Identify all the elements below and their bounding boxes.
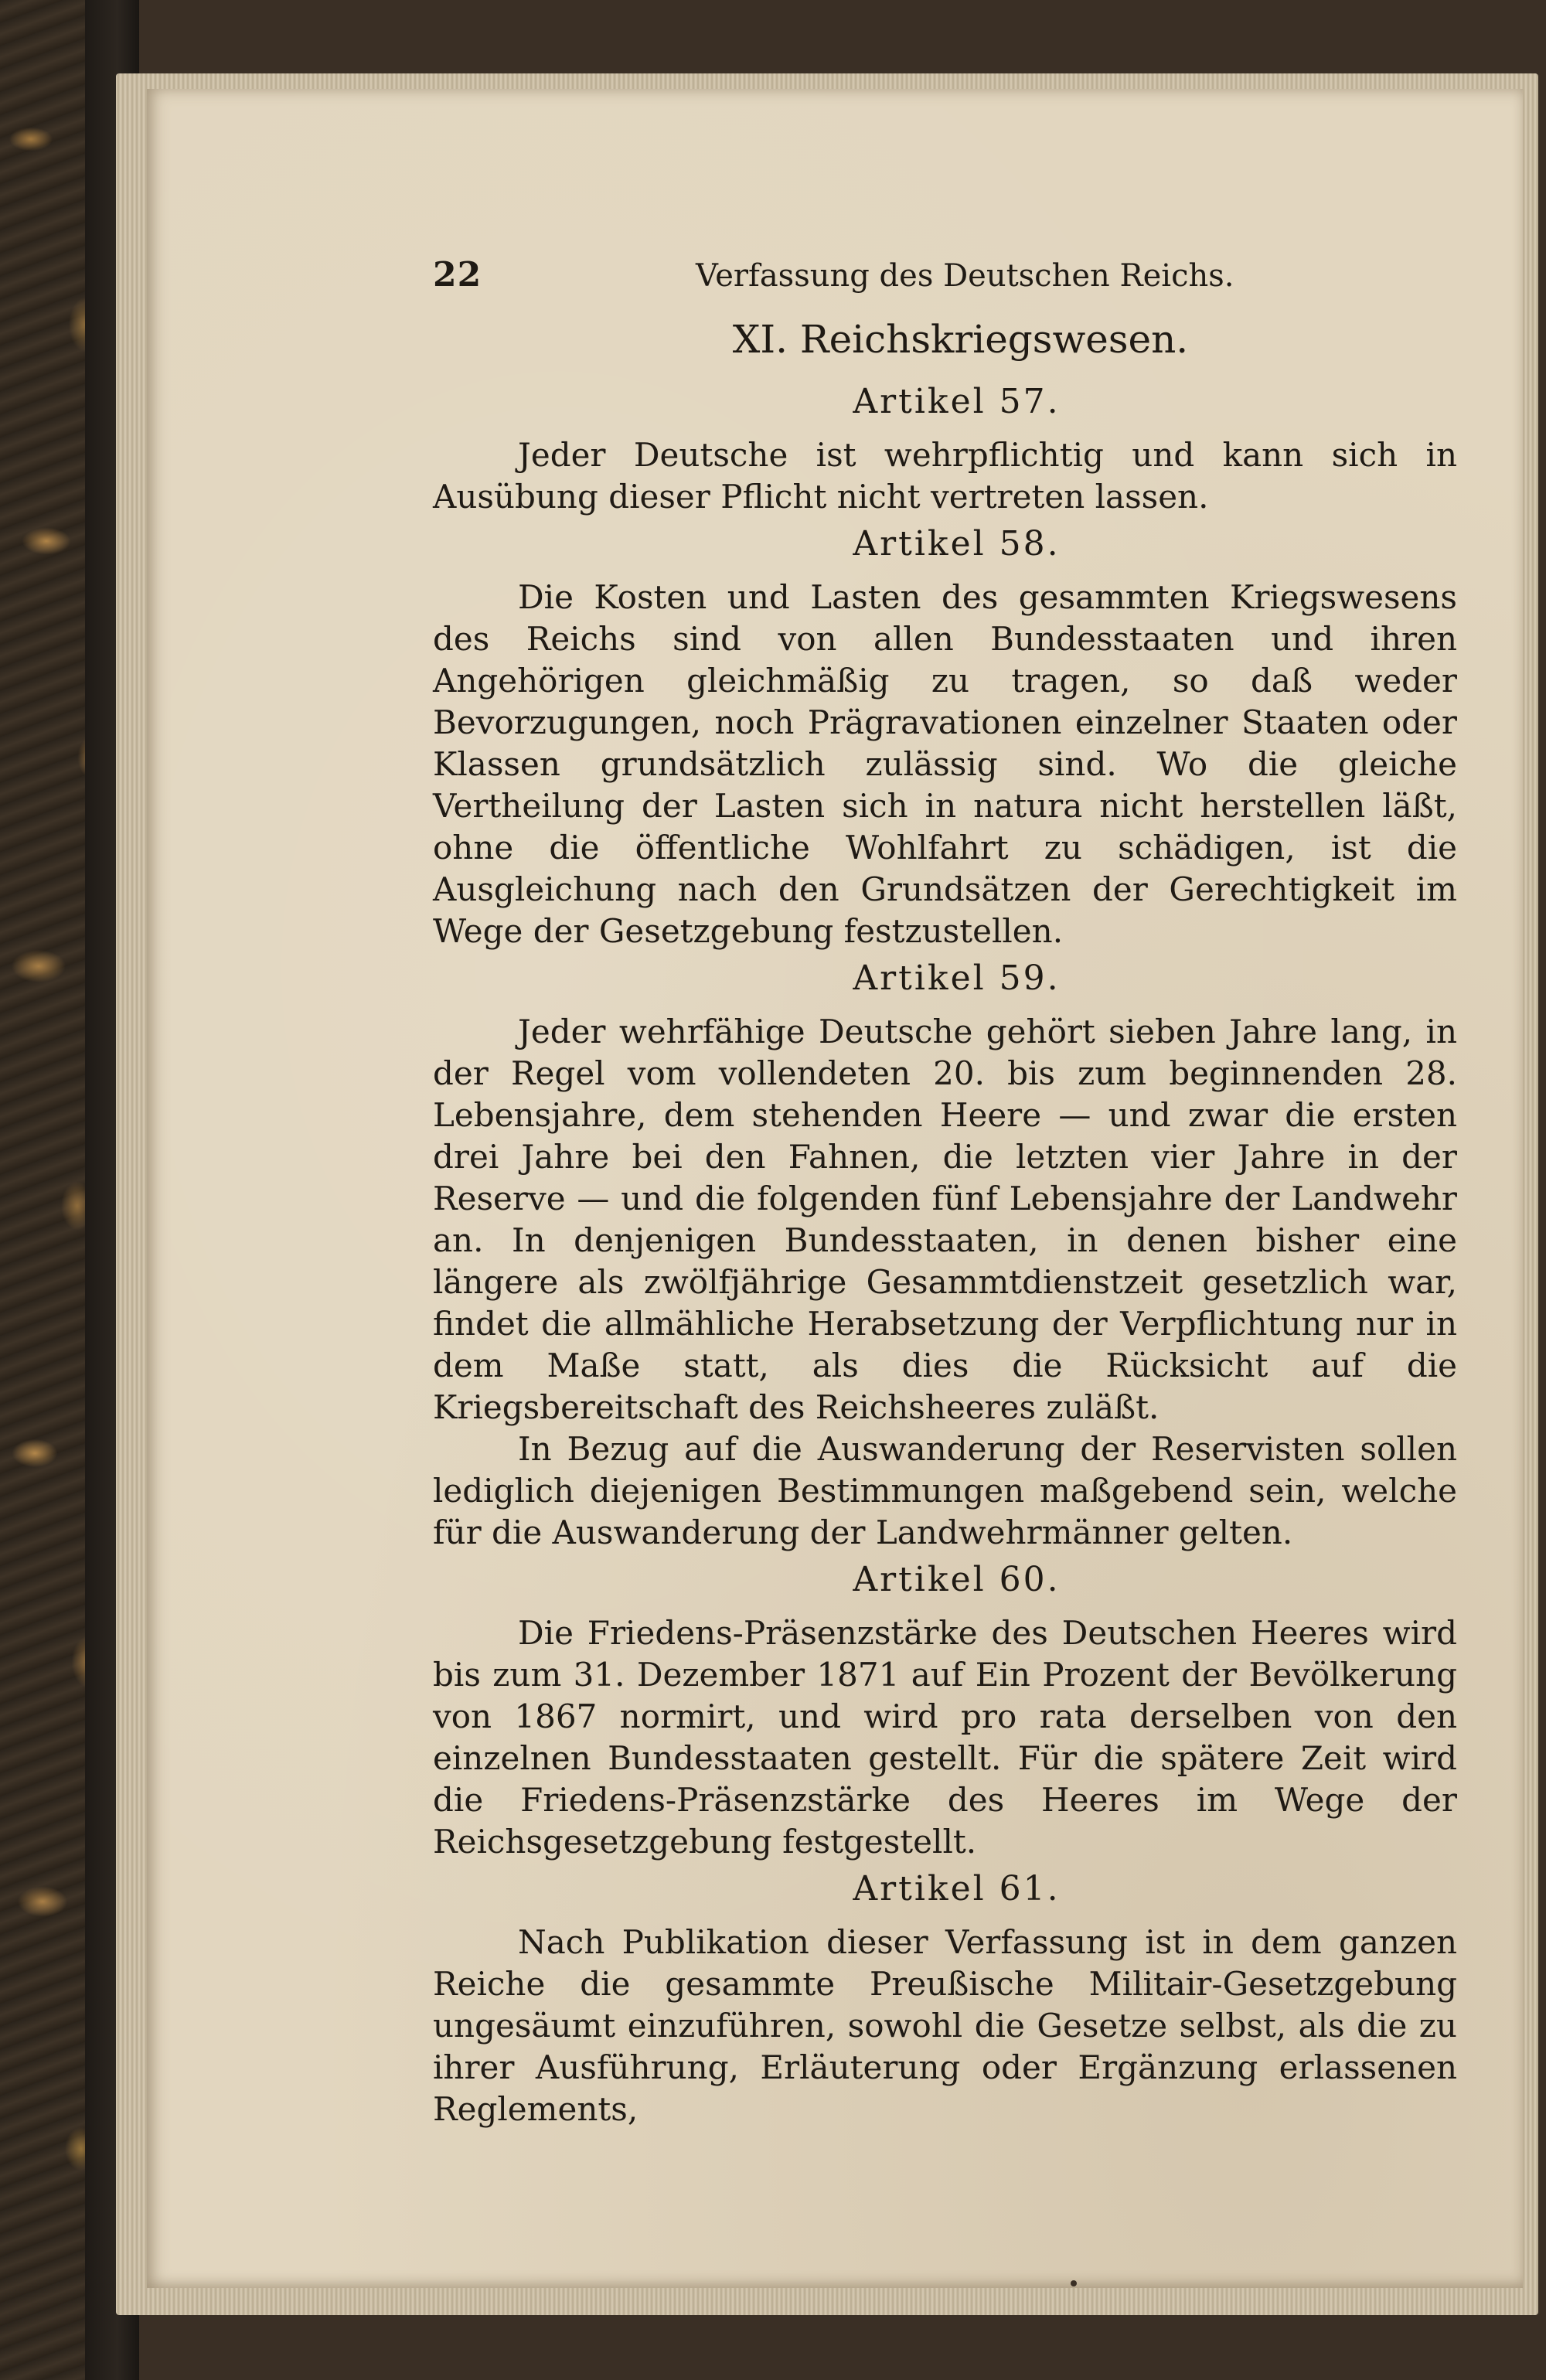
article-59 bbox=[433, 958, 1457, 1554]
chapter-title: XI. Reichskriegswesen. bbox=[732, 317, 1189, 362]
article-heading: Artikel 60. bbox=[853, 1560, 1061, 1599]
article-heading: Artikel 57. bbox=[853, 382, 1061, 421]
article-58 bbox=[433, 524, 1457, 952]
page-header bbox=[433, 247, 1457, 317]
article-60 bbox=[433, 1560, 1457, 1863]
article-paragraph: Die Kosten und Lasten des gesammten Kriegswesens des Reichs sind von allen Bundesstaaten und ihren Angehörigen gleichmäßig zu tragen, so daß weder Bevorzugungen, noch Prägravationen einzelner Staaten oder Klassen grundsätzlich zulässig sind. Wo die gleiche Vertheilung der Lasten sich in natura nicht herstellen läßt, ohne die öffentliche Wohlfahrt zu schädigen, ist die Ausgleichung nach den Grundsätzen der Gerechtigkeit im Wege der Gesetzgebung festzustellen. bbox=[433, 578, 1457, 950]
article-57 bbox=[433, 382, 1457, 518]
article-heading: Artikel 59. bbox=[853, 958, 1061, 998]
ink-speck bbox=[1071, 2280, 1077, 2286]
article-heading: Artikel 58. bbox=[853, 524, 1061, 564]
article-paragraph: Jeder Deutsche ist wehrpflichtig und kann sich in Ausübung dieser Pflicht nicht vertreten lassen. bbox=[433, 436, 1457, 516]
article-61 bbox=[433, 1869, 1457, 2130]
page-number: 22 bbox=[433, 255, 482, 295]
article-paragraph: Nach Publikation dieser Verfassung ist in dem ganzen Reiche die gesammte Preußische Militair-Gesetzgebung ungesäumt einzuführen, sowohl die Gesetze selbst, als die zu ihrer Ausführung, Erläuterung oder Ergänzung erlassenen Reglements, bbox=[433, 1923, 1457, 2128]
article-paragraph: Die Friedens-Präsenzstärke des Deutschen Heeres wird bis zum 31. Dezember 1871 auf Ein Prozent der Bevölkerung von 1867 normirt, und wird pro rata derselben von den einzelnen Bundesstaaten gestellt. Für die spätere Zeit wird die Friedens-Präsenzstärke des Heeres im Wege der Reichsgesetzgebung festgestellt. bbox=[433, 1614, 1457, 1861]
article-heading: Artikel 61. bbox=[853, 1869, 1061, 1908]
running-title: Verfassung des Deutschen Reichs. bbox=[696, 258, 1234, 294]
article-paragraph: Jeder wehrfähige Deutsche gehört sieben Jahre lang, in der Regel vom vollendeten 20. bis zum beginnenden 28. Lebensjahre, dem stehenden Heere — und zwar die ersten drei Jahre bei den Fahnen, die letzten vier Jahre in der Reserve — und die folgenden fünf Lebensjahre der Landwehr an. In denjenigen Bundesstaaten, in denen bisher eine längere als zwölfjährige Gesammtdienstzeit gesetzlich war, findet die allmähliche Herabsetzung der Verpflichtung nur in dem Maße statt, als dies die Rücksicht auf die Kriegsbereitschaft des Reichsheeres zuläßt. bbox=[433, 1013, 1457, 1426]
page-content bbox=[433, 247, 1457, 2130]
article-paragraph: In Bezug auf die Auswanderung der Reservisten sollen lediglich diejenigen Bestimmungen maßgebend sein, welche für die Auswanderung der Landwehrmänner gelten. bbox=[433, 1430, 1457, 1551]
